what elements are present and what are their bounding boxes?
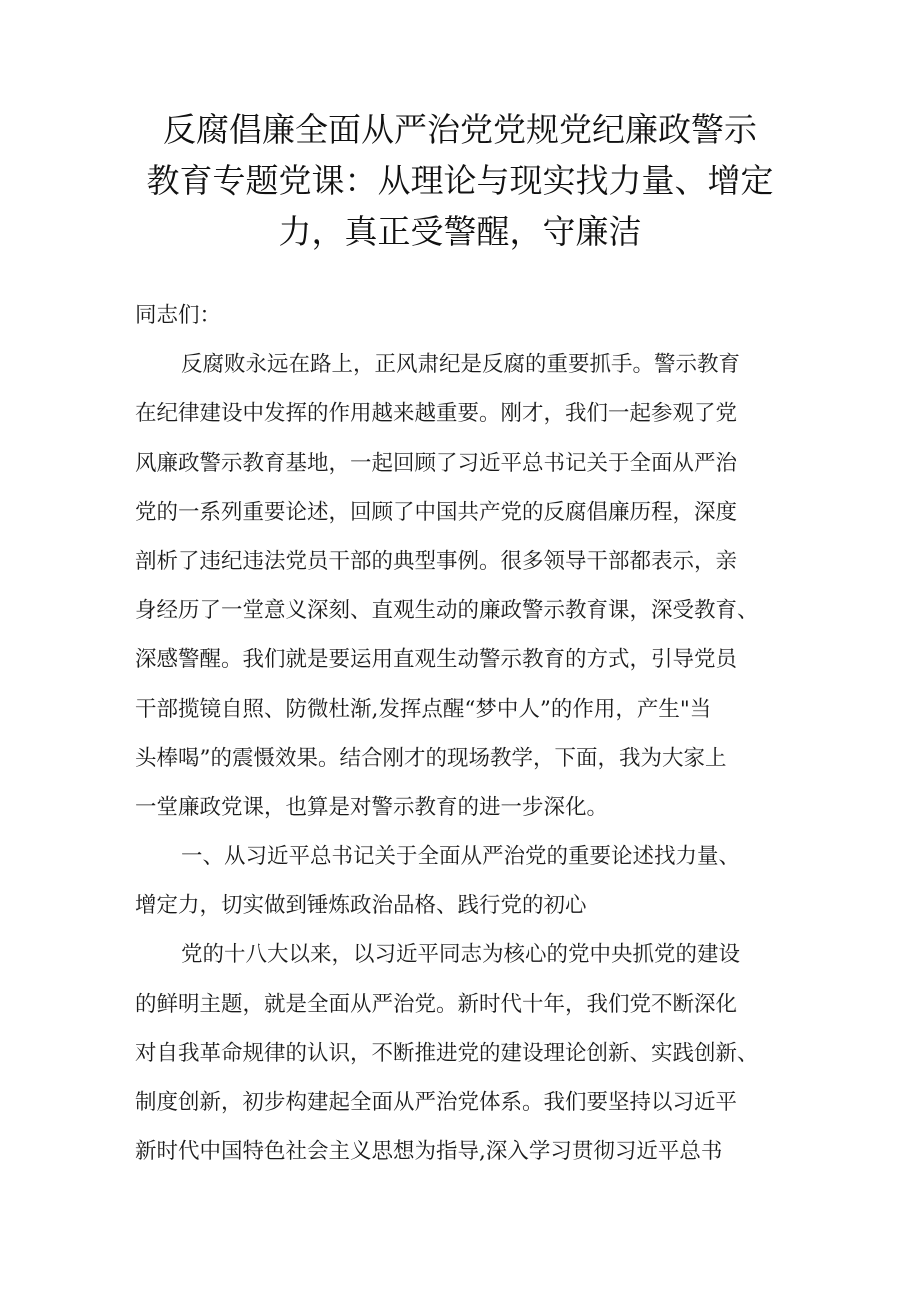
paragraph-line: 剖析了违纪违法党员干部的典型事例。很多领导干部都表示，亲 [135, 548, 738, 574]
title-line: 教育专题党课：从理论与现实找力量、增定 [146, 161, 774, 200]
paragraph-line: 对自我革命规律的认识，不断推进党的建设理论创新、实践创新、 [135, 1040, 759, 1066]
paragraph-line: 干部揽镜自照、防微杜渐,发挥点醒“梦中人”的作用，产生"当 [135, 696, 712, 722]
title-line: 反腐倡廉全面从严治党党规党纪廉政警示 [163, 110, 757, 149]
paragraph-line: 党的一系列重要论述，回顾了中国共产党的反腐倡廉历程，深度 [135, 499, 738, 525]
document-title [120, 104, 800, 257]
paragraph-line: 头棒喝”的震慑效果。结合刚才的现场教学，下面，我为大家上 [135, 745, 727, 771]
heading-line: 一、从习近平总书记关于全面从严治党的重要论述找力量、 [181, 844, 741, 870]
paragraph-section-1 [135, 930, 805, 1176]
document-body [135, 291, 805, 1176]
section-heading-1 [135, 832, 805, 930]
paragraph-line: 深感警醒。我们就是要运用直观生动警示教育的方式，引导党员 [135, 647, 738, 673]
salutation-text: 同志们： [135, 303, 222, 328]
paragraph-line: 的鲜明主题，就是全面从严治党。新时代十年，我们党不断深化 [135, 991, 738, 1017]
paragraph-line: 反腐败永远在路上，正风肃纪是反腐的重要抓手。警示教育 [181, 352, 741, 378]
paragraph-line: 风廉政警示教育基地，一起回顾了习近平总书记关于全面从严治 [135, 450, 738, 476]
paragraph-line: 制度创新，初步构建起全面从严治党体系。我们要坚持以习近平 [135, 1090, 738, 1115]
paragraph-line: 党的十八大以来，以习近平同志为核心的党中央抓党的建设 [181, 942, 741, 968]
paragraph-line: 身经历了一堂意义深刻、直观生动的廉政警示教育课，深受教育、 [135, 598, 759, 624]
salutation [135, 291, 805, 340]
paragraph-line: 新时代中国特色社会主义思想为指导,深入学习贯彻习近平总书 [135, 1139, 723, 1165]
heading-line: 增定力，切实做到锤炼政治品格、践行党的初心 [135, 893, 587, 919]
title-line: 力，真正受警醒，守廉洁 [278, 212, 642, 251]
paragraph-line: 一堂廉政党课，也算是对警示教育的进一步深化。 [135, 794, 609, 820]
paragraph-line: 在纪律建设中发挥的作用越来越重要。刚才，我们一起参观了党 [135, 401, 738, 427]
paragraph-intro [135, 340, 805, 832]
